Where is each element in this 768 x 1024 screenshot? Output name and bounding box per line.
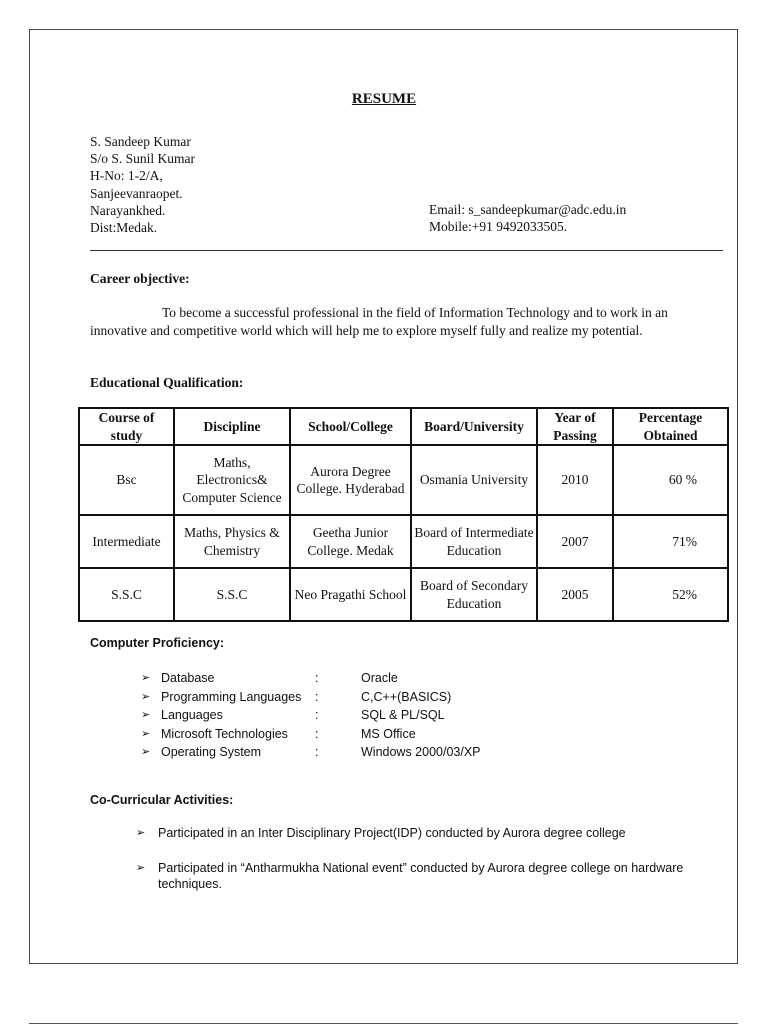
activity-text: Participated in “Antharmukha National event” conducted by Aurora degree college on hardware techniques. — [158, 861, 684, 891]
skill-value: MS Office — [361, 726, 416, 741]
table-cell: Intermediate — [79, 515, 174, 568]
table-cell: Maths, Electronics& Computer Science — [174, 445, 290, 515]
computer-proficiency-heading: Computer Proficiency: — [90, 636, 225, 650]
arrow-bullet-icon: ➢ — [136, 827, 146, 839]
email-line: Email: s_sandeepkumar@adc.edu.in — [429, 202, 627, 217]
table-cell: S.S.C — [79, 568, 174, 621]
table-cell: Board of Intermediate Education — [411, 515, 537, 568]
column-header: Discipline — [174, 408, 290, 445]
skill-label: Microsoft Technologies — [161, 726, 288, 741]
career-objective-text: To become a successful professional in the field of Information Technology and to work in an innovative and competitive world which will help me to explore myself fully and realize my potential. — [90, 305, 668, 338]
arrow-bullet-icon: ➢ — [141, 709, 151, 722]
skill-label: Operating System — [161, 745, 262, 760]
table-cell: 52% — [613, 568, 728, 621]
arrow-bullet-icon: ➢ — [136, 862, 146, 874]
house-number: H-No: 1-2/A, — [90, 168, 163, 184]
skill-separator: : — [315, 689, 319, 704]
skill-label: Database — [161, 671, 215, 685]
table-cell: 2005 — [537, 568, 613, 621]
contact-address-block — [90, 133, 195, 236]
column-header: School/College — [290, 408, 411, 445]
arrow-bullet-icon: ➢ — [141, 746, 151, 759]
candidate-name: S. Sandeep Kumar — [90, 134, 191, 149]
table-cell: 2010 — [537, 445, 613, 515]
table-cell: Geetha Junior College. Medak — [290, 515, 411, 568]
resume-title: RESUME — [351, 91, 417, 107]
skill-value: Oracle — [361, 671, 398, 685]
activity-text: Participated in an Inter Disciplinary Project(IDP) conducted by Aurora degree college — [158, 826, 626, 840]
skill-label: Languages — [161, 708, 223, 723]
skill-separator: : — [315, 671, 319, 685]
parent-name: S/o S. Sunil Kumar — [90, 151, 196, 167]
mobile-line: Mobile:+91 9492033505. — [429, 219, 568, 235]
town: Narayankhed. — [90, 202, 166, 218]
locality: Sanjeevanraopet. — [90, 185, 183, 201]
table-row — [79, 568, 728, 621]
skill-label: Programming Languages — [161, 689, 302, 704]
district: Dist:Medak. — [90, 220, 158, 236]
contact-info-block — [429, 201, 626, 235]
column-header: Board/University — [411, 408, 537, 445]
column-header: Year of Passing — [537, 408, 613, 445]
arrow-bullet-icon: ➢ — [141, 672, 151, 684]
list-item — [136, 860, 696, 892]
table-cell: Maths, Physics & Chemistry — [174, 515, 290, 568]
table-cell: 71% — [613, 515, 728, 568]
table-cell: Board of Secondary Education — [411, 568, 537, 621]
education-heading: Educational Qualification: — [90, 375, 244, 390]
arrow-bullet-icon: ➢ — [141, 690, 151, 703]
table-cell: S.S.C — [174, 568, 290, 621]
skill-value: Windows 2000/03/XP — [361, 745, 481, 760]
table-row — [79, 515, 728, 568]
skill-value: C,C++(BASICS) — [361, 689, 452, 704]
skill-value: SQL & PL/SQL — [361, 708, 445, 723]
arrow-bullet-icon: ➢ — [141, 727, 151, 740]
header-divider — [90, 250, 723, 251]
table-cell: Bsc — [79, 445, 174, 515]
career-objective-heading: Career objective: — [90, 271, 190, 286]
skill-separator: : — [315, 726, 319, 741]
list-item — [136, 825, 696, 841]
column-header: Percentage Obtained — [613, 408, 728, 445]
skill-separator: : — [315, 745, 319, 760]
table-cell: 60 % — [613, 445, 728, 515]
table-cell: 2007 — [537, 515, 613, 568]
table-row — [79, 445, 728, 515]
skill-separator: : — [315, 708, 319, 723]
table-header-row — [79, 408, 728, 445]
table-cell: Neo Pragathi School — [290, 568, 411, 621]
co-curricular-heading: Co-Curricular Activities: — [90, 793, 234, 807]
table-cell: Osmania University — [411, 445, 537, 515]
column-header: Course of study — [79, 408, 174, 445]
education-table — [78, 407, 729, 622]
table-cell: Aurora Degree College. Hyderabad — [290, 445, 411, 515]
